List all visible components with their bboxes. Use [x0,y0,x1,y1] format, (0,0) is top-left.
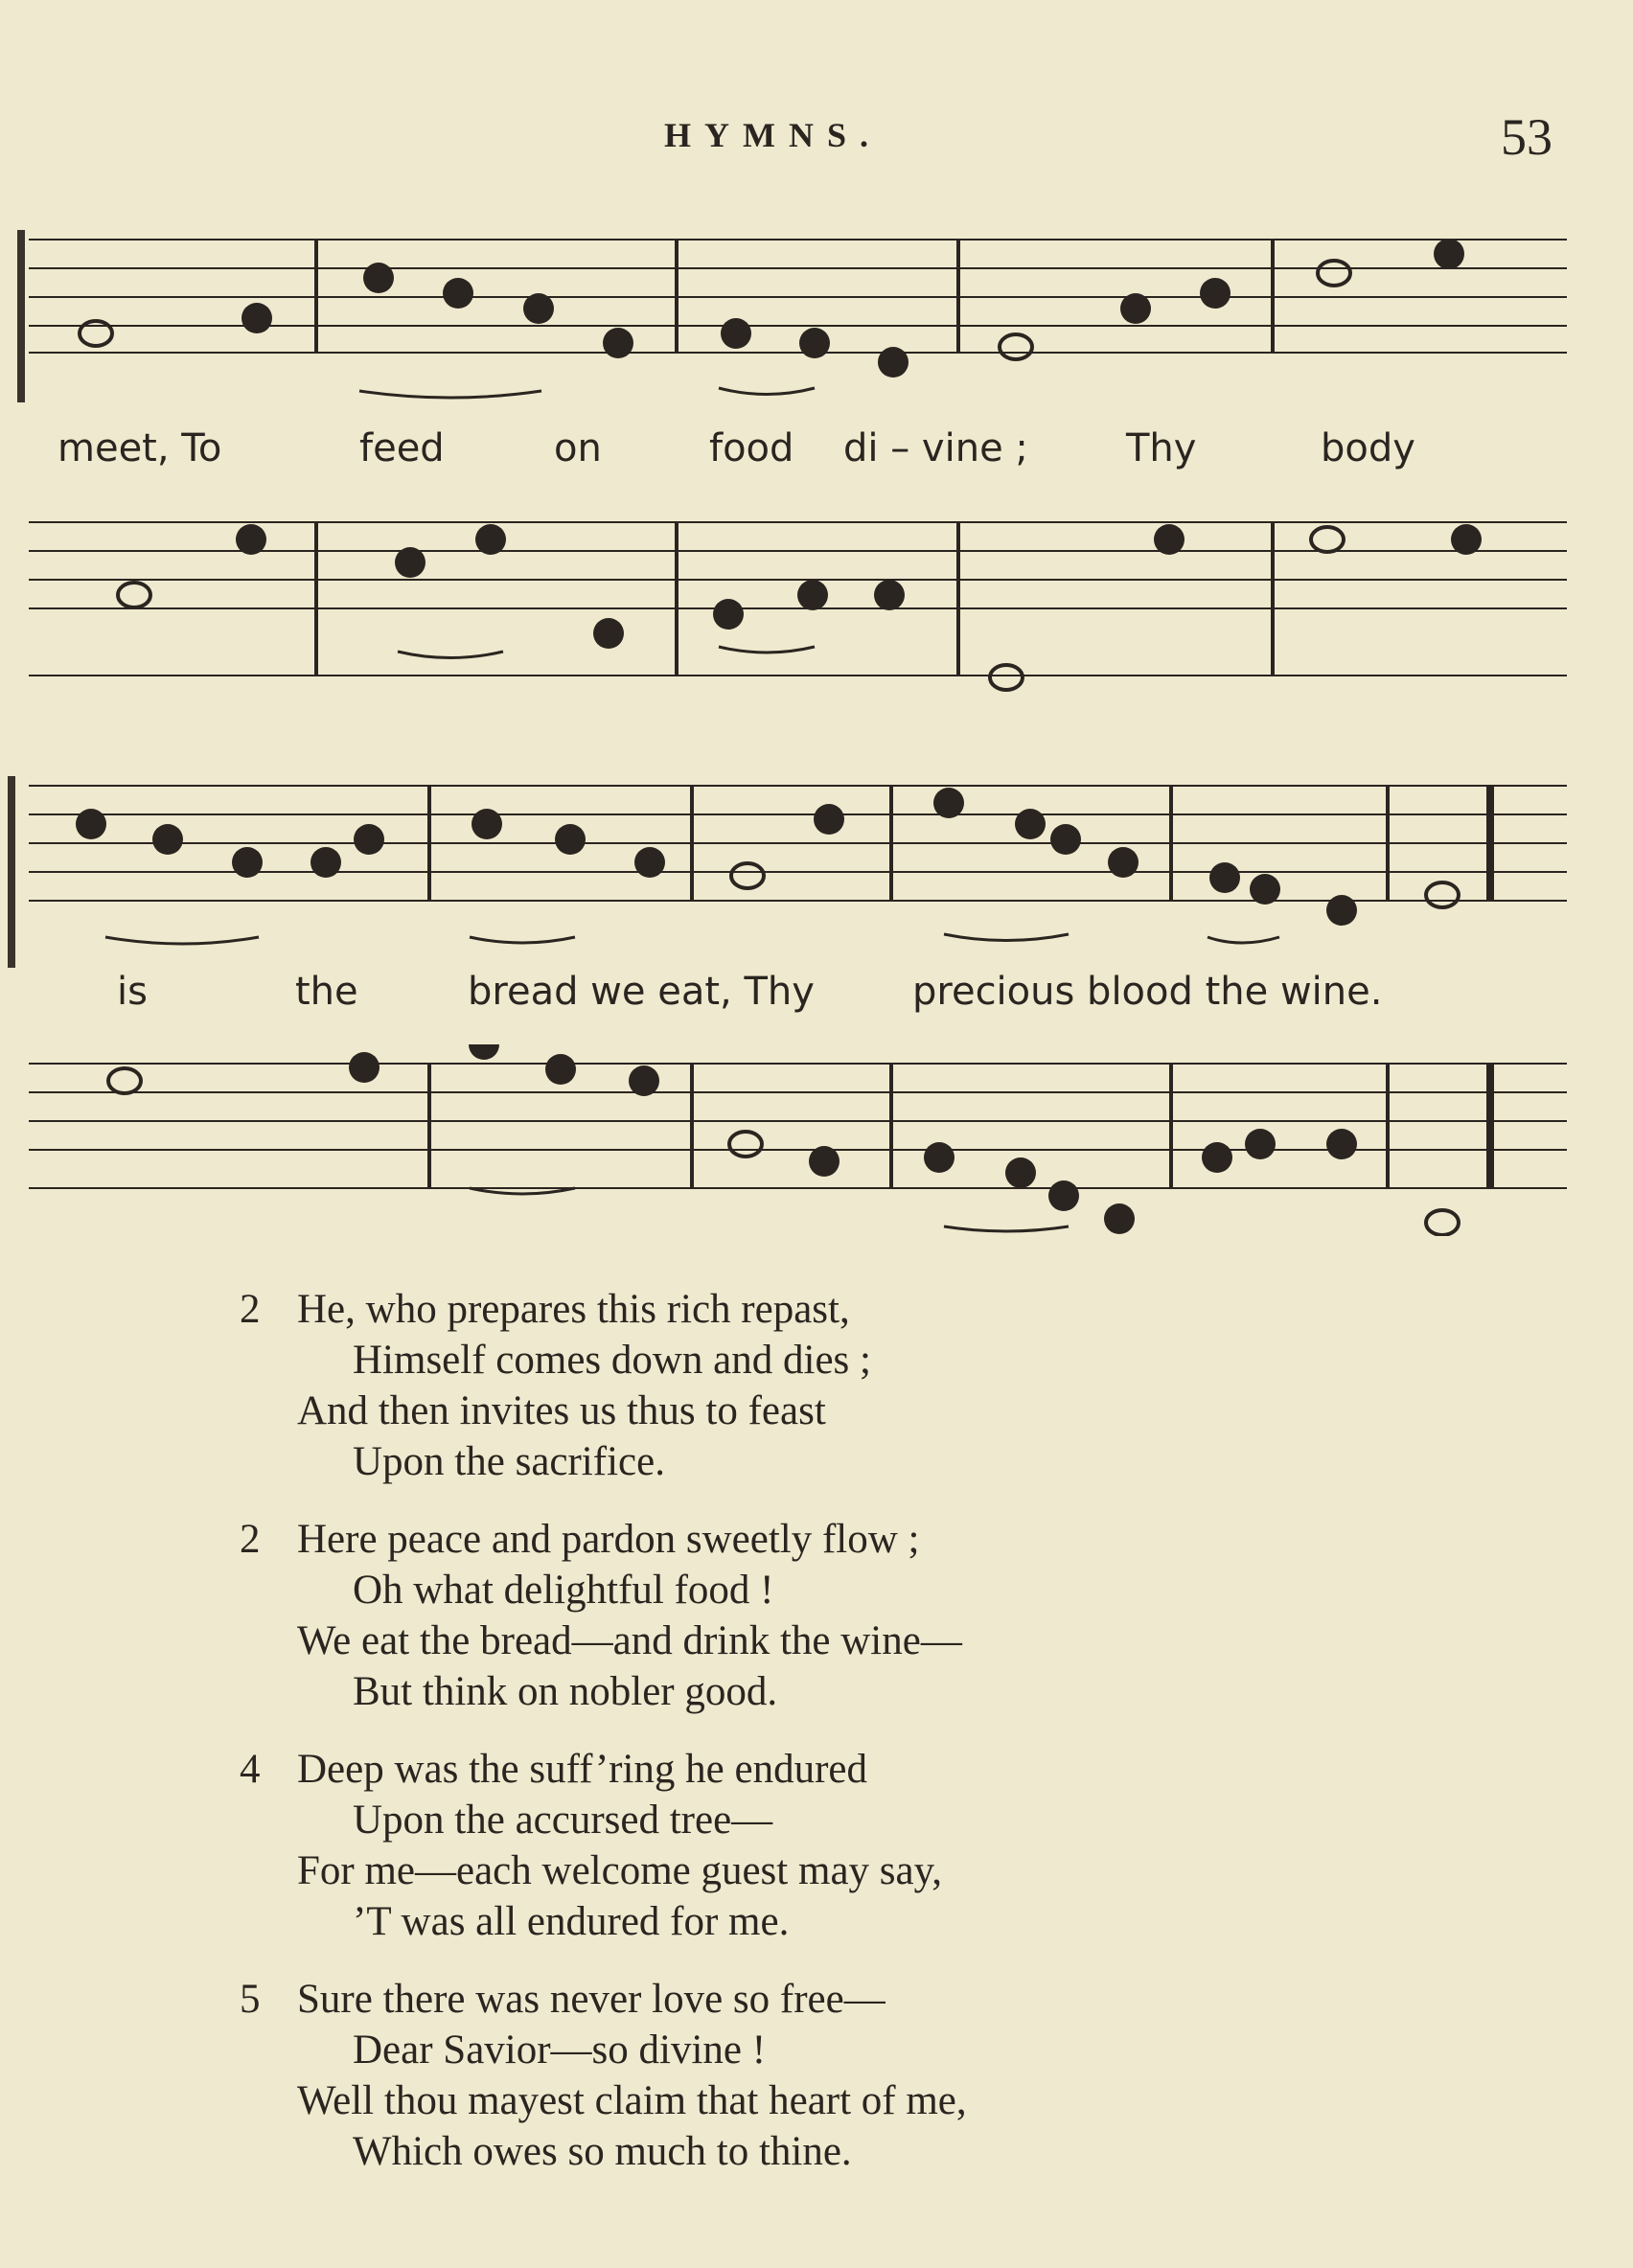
verse-line: 4 Deep was the suff’ring he endured [240,1744,1390,1795]
lyric-syllable: Thy [1126,426,1197,470]
lyric-syllable: body [1321,426,1415,470]
staff-system-2-bass [0,1044,1633,1236]
verse-line: For me—each welcome guest may say, [297,1848,943,1893]
verse-2b [240,1514,1390,1717]
verse-number: 2 [240,1287,261,1332]
verse-line: ’T was all endured for me. [353,1899,790,1944]
verse-line: Himself comes down and dies ; [353,1338,871,1383]
staff-system-1-bass [0,513,1633,695]
staff-system-1-treble [0,230,1633,402]
verse-number: 4 [240,1747,261,1792]
lyric-syllable: meet, To [58,426,222,470]
lyric-syllable: precious blood the wine. [912,970,1383,1014]
running-title: HYMNS. [664,116,882,154]
lyric-syllable: on [554,426,602,470]
page-number: 53 [1501,108,1552,166]
verse-number: 5 [240,1977,261,2022]
lyric-syllable: the [295,970,358,1014]
staff-notation [0,513,1633,695]
verse-line: Dear Savior—so divine ! [353,2027,767,2073]
lyric-syllable: di – vine ; [843,426,1028,470]
verse-line: And then invites us thus to feast [297,1388,826,1433]
verse-4 [240,1744,1390,1947]
lyric-syllable: food [709,426,794,470]
verse-2a [240,1284,1390,1487]
lyric-syllable: is [117,970,148,1014]
verse-line: 5 Sure there was never love so free— [240,1974,1390,2025]
lyric-syllable: feed [359,426,445,470]
verse-line: Which owes so much to thine. [353,2129,852,2174]
staff-notation [0,1044,1633,1236]
verse-line: Oh what delightful food ! [353,1568,774,1613]
page-header [0,107,1633,165]
verse-line: Upon the sacrifice. [353,1439,665,1484]
lyrics-line-2 [0,970,1633,1027]
staff-system-2-treble [0,776,1633,968]
verse-line: Upon the accursed tree— [353,1798,773,1843]
lyrics-line-1 [0,426,1633,484]
verse-line: We eat the bread—and drink the wine— [297,1618,962,1663]
verse-line: But think on nobler good. [353,1669,778,1714]
lyric-syllable: bread we eat, Thy [468,970,815,1014]
staff-notation [0,776,1633,968]
verse-line: 2 He, who prepares this rich repast, [240,1284,1390,1335]
verse-line: 2 Here peace and pardon sweetly flow ; [240,1514,1390,1565]
verse-number: 2 [240,1517,261,1562]
hymn-verses [240,1284,1390,2204]
staff-notation [0,230,1633,402]
verse-5 [240,1974,1390,2177]
verse-line: Well thou mayest claim that heart of me, [297,2078,967,2123]
